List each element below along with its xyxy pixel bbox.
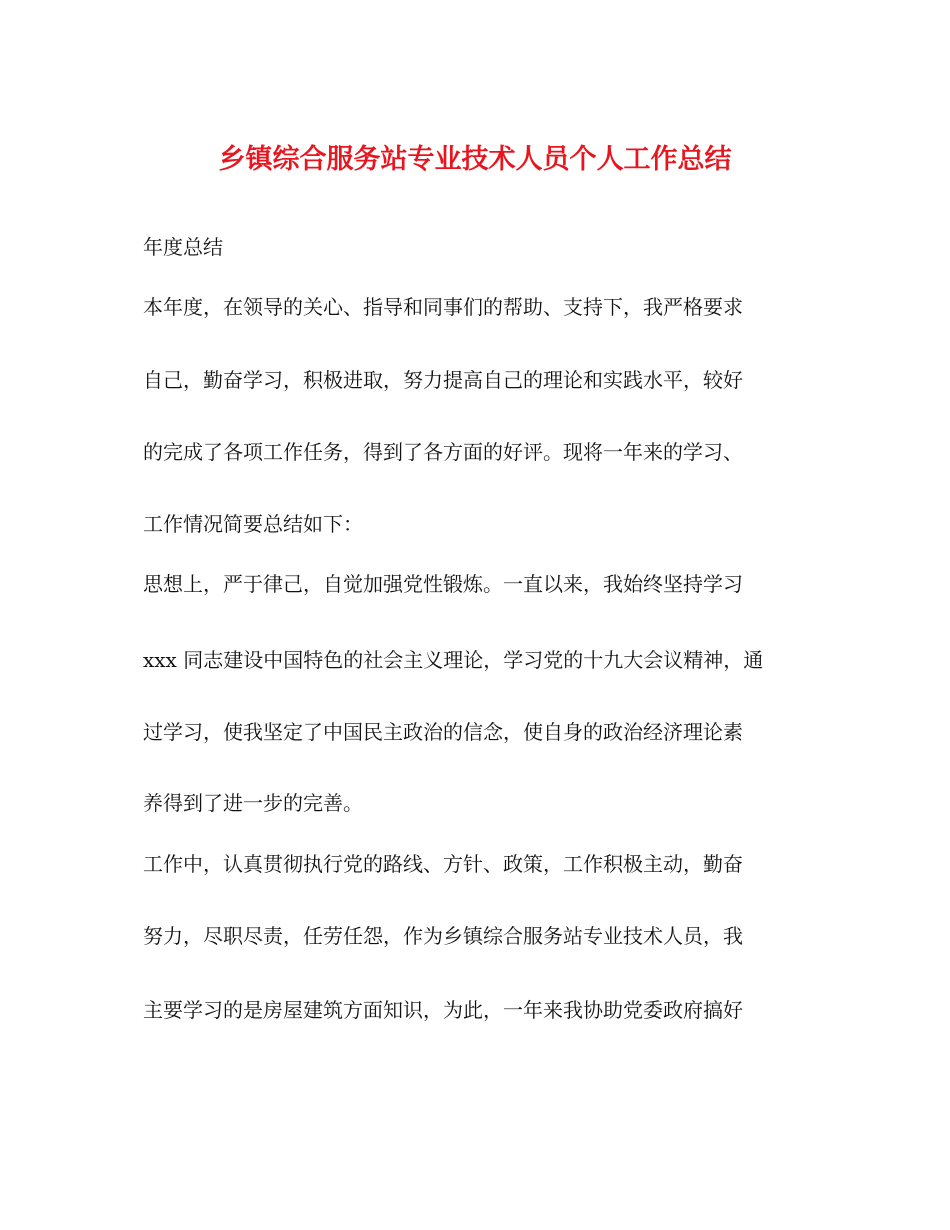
body-line: xxx 同志建设中国特色的社会主义理论，学习党的十九大会议精神，通 [143,648,764,672]
document-title: 乡镇综合服务站专业技术人员个人工作总结 [218,144,732,175]
body-line: 过学习，使我坚定了中国民主政治的信念，使自身的政治经济理论素 [143,720,743,744]
body-line: 主要学习的是房屋建筑方面知识，为此，一年来我协助党委政府搞好 [143,998,743,1022]
body-line: 思想上，严于律己，自觉加强党性锻炼。一直以来，我始终坚持学习 [143,572,743,596]
section-heading: 年度总结 [143,235,223,259]
body-line: 工作情况简要总结如下： [143,512,363,536]
body-line: 工作中，认真贯彻执行党的路线、方针、政策，工作积极主动，勤奋 [143,852,743,876]
body-line: 本年度，在领导的关心、指导和同事们的帮助、支持下，我严格要求 [143,295,743,319]
body-line: 养得到了进一步的完善。 [143,791,363,815]
body-line: 自己，勤奋学习，积极进取，努力提高自己的理论和实践水平，较好 [143,368,743,392]
body-line: 努力，尽职尽责，任劳任怨，作为乡镇综合服务站专业技术人员，我 [143,924,743,948]
body-line: 的完成了各项工作任务，得到了各方面的好评。现将一年来的学习、 [143,440,743,464]
